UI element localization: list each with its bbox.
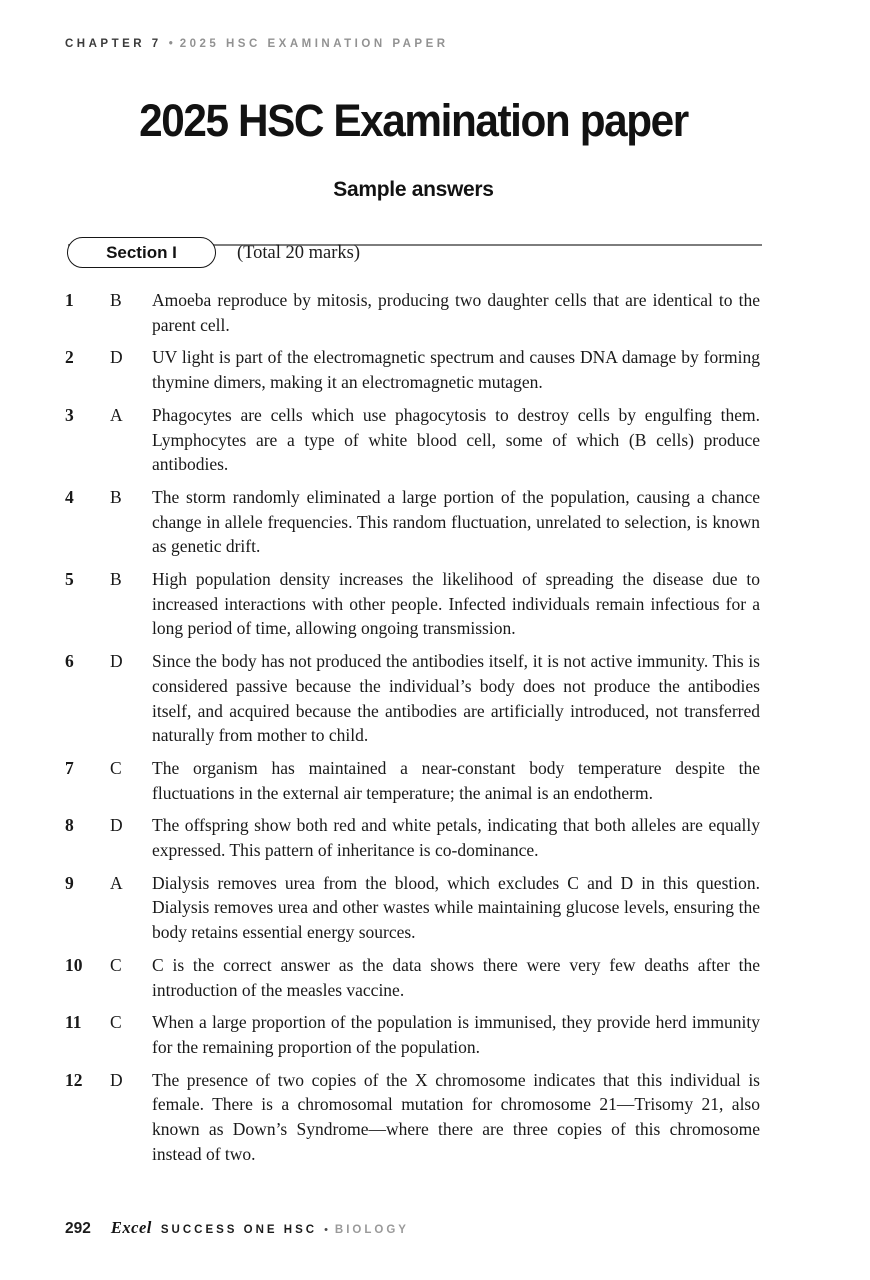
answer-choice-letter: B [110,569,122,590]
answer-choice-letter: D [110,1069,123,1090]
answer-row [65,871,760,945]
answer-explanation: Amoeba reproduce by mitosis, producing two daughter cells that are identical to the parent cell. [152,290,760,335]
answer-explanation: High population density increases the likelihood of spreading the disease due to increased interactions with other people. Infected individuals remain infectious for a long period of time, allowing ongoing transmission. [152,569,760,639]
answer-row [65,345,760,394]
answer-row [65,403,760,477]
answer-row [65,1010,760,1059]
brand-logo: Excel [110,1218,152,1237]
answer-row [65,813,760,862]
answer-explanation: Dialysis removes urea from the blood, which excludes C and D in this question. Dialysis removes urea and other wastes while maintaining glucose levels, ensuring the body retains essential energy sources. [152,872,760,943]
answer-choice-letter: B [110,486,122,507]
page-number: 292 [65,1220,91,1237]
answers-list [65,288,760,1175]
answer-choice-letter: A [110,404,123,425]
answer-explanation: The storm randomly eliminated a large portion of the population, causing a chance change in allele frequencies. This random fluctuation, unrelated to selection, is known as genetic drift. [152,486,760,557]
page-title: 2025 HSC Examination paper [139,95,688,146]
answer-explanation: UV light is part of the electromagnetic spectrum and causes DNA damage by forming thymine dimers, making it an electromagnetic mutagen. [152,347,760,393]
answer-explanation: C is the correct answer as the data shows there were very few deaths after the introduction of the measles vaccine. [152,954,760,1000]
section-label: Section I [106,242,177,262]
question-number: 5 [65,569,74,590]
answer-choice-letter: C [110,954,122,975]
answer-choice-letter: D [110,815,123,836]
chapter-label: CHAPTER 7 [65,38,162,50]
section-pill [67,237,216,268]
page-footer [65,1218,409,1238]
section-header-row [65,237,762,269]
answer-choice-letter: B [110,290,122,310]
answer-choice-letter: D [110,347,123,368]
answer-choice-letter: D [110,651,123,672]
question-number: 9 [65,872,74,893]
answer-row [65,1068,760,1167]
section-total-marks: (Total 20 marks) [237,243,361,263]
header-separator-dot: • [168,38,173,50]
answer-choice-letter: A [110,872,123,893]
answer-explanation: Phagocytes are cells which use phagocytosis to destroy cells by engulfing them. Lymphocytes are a type of white blood cell, some of which (B cells) produce antibodies. [152,404,760,475]
question-number: 10 [65,954,83,975]
question-number: 3 [65,404,74,425]
question-number: 12 [65,1069,83,1090]
question-number: 11 [65,1012,82,1033]
answer-explanation: Since the body has not produced the antibodies itself, it is not active immunity. This is considered passive because the individual’s body does not produce the antibodies itself, and acquired because the antibodies are artificially introduced, not transferred naturally from mother to child. [152,651,760,746]
answer-row [65,288,760,337]
answer-row [65,756,760,805]
question-number: 1 [65,290,74,310]
answer-explanation: The organism has maintained a near-constant body temperature despite the fluctuations in the external air temperature; the animal is an endotherm. [152,757,760,803]
running-head [65,38,449,50]
answer-choice-letter: C [110,1012,122,1033]
footer-separator-dot: • [324,1224,328,1236]
question-number: 7 [65,757,74,778]
question-number: 4 [65,486,74,507]
series-title: SUCCESS ONE HSC [160,1224,318,1236]
header-paper-title: 2025 HSC EXAMINATION PAPER [179,38,449,50]
answer-row [65,953,760,1002]
answer-row [65,485,760,559]
subject-label: BIOLOGY [334,1224,409,1236]
answer-choice-letter: C [110,757,122,778]
answer-explanation: The offspring show both red and white petals, indicating that both alleles are equally expressed. This pattern of inheritance is co-dominance. [152,815,760,861]
question-number: 6 [65,651,74,672]
question-number: 2 [65,347,74,368]
answer-row [65,567,760,641]
answer-explanation: The presence of two copies of the X chromosome indicates that this individual is female. There is a chromosomal mutation for chromosome 21—Trisomy 21, also known as Down’s Syndrome—where there are three copies of this chromosome instead of two. [152,1069,760,1164]
answer-row [65,649,760,748]
answer-explanation: When a large proportion of the population is immunised, they provide herd immunity for the remaining proportion of the population. [152,1012,760,1057]
page-subtitle: Sample answers [333,178,494,201]
question-number: 8 [65,815,74,836]
